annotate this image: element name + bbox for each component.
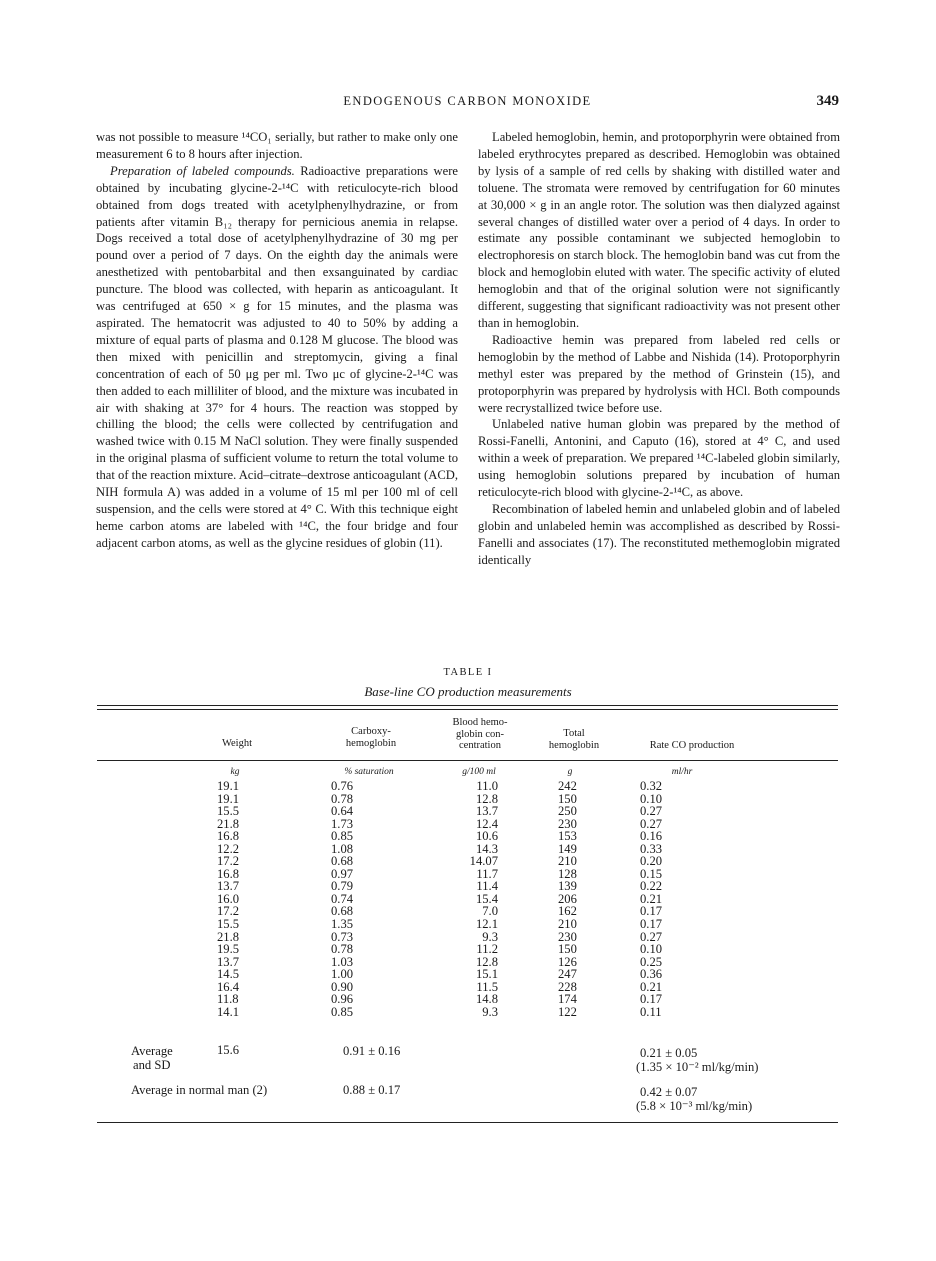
unit-carboxy: % saturation — [344, 767, 394, 777]
cell-weight: 17.2 — [217, 904, 240, 919]
average-rate-line2: (1.35 × 10⁻² ml/kg/min) — [636, 1060, 759, 1074]
normal-label: Average in normal man (2) — [131, 1083, 268, 1097]
paragraph-continued: was not possible to measure ¹⁴CO₁ serially, but rather to make only one measurement 6 to 8 hours after injection. — [96, 130, 458, 161]
cell-total-hb: 174 — [558, 992, 577, 1007]
cell-carboxy: 0.85 — [331, 829, 354, 844]
cell-rate: 0.16 — [640, 829, 663, 844]
cell-rate: 0.17 — [640, 992, 663, 1007]
section-heading-preparation: Preparation of labeled compounds. — [110, 163, 295, 178]
cell-carboxy: 1.08 — [331, 841, 354, 856]
table-top-rule — [97, 705, 838, 706]
cell-rate: 0.17 — [640, 917, 663, 932]
cell-total-hb: 210 — [558, 854, 577, 869]
cell-carboxy: 0.68 — [331, 904, 354, 919]
average-label-line1: Average — [131, 1044, 173, 1058]
cell-carboxy: 0.78 — [331, 942, 354, 957]
cell-blood-hb: 12.8 — [475, 791, 498, 806]
table-label: TABLE I — [443, 667, 493, 678]
cell-total-hb: 206 — [558, 891, 577, 906]
cell-carboxy: 0.79 — [331, 879, 354, 894]
cell-carboxy: 0.85 — [331, 1004, 354, 1019]
left-column — [96, 129, 458, 552]
cell-total-hb: 242 — [558, 779, 577, 793]
cell-total-hb: 250 — [558, 804, 577, 819]
table-caption: Base-line CO production measurements — [364, 684, 572, 699]
cell-rate: 0.21 — [640, 979, 663, 994]
paragraph-preparation-text: Radioactive preparations were obtained by incubating glycine-2-¹⁴C with reticulocyte-rich blood obtained from dogs treated with acetylphenylhydrazine, or from patients after vitamin B₁₂ therapy for pernicious anemia in relapse. Dogs received a total dose of acetylphenylhydrazine of 30 mg per pound over a period of 7 days. On the eighth day the animals were anesthetized with pentobarbital and then exsanguinated by cardiac puncture. The blood was collected, with heparin as anticoagulant. It was centrifuged at 650 × g for 15 minutes, and the plasma was aspirated. The hematocrit was adjusted to 40 to 50% by adding a mixture of equal parts of plasma and 0.128 M glucose. The blood was then mixed with penicillin and streptomycin, giving a final concentration of each of 50 μg per ml. Two μc of glycine-2-¹⁴C was then added to each milliliter of blood, and the mixture was incubated in air with shaking at 37° for 4 hours. The reaction was stopped by chilling the blood; the cells were collected by centrifugation and washed twice with 0.15 M NaCl solution. They were finally suspended in the original plasma of sufficient volume to return the total volume to that of the reaction mixture. Acid–citrate–dextrose anticoagulant (ACD, NIH formula A) was added in a volume of 15 ml per 100 ml of cell suspension, and the cells were stored at 4° C. With this technique eight heme carbon atoms are labeled with ¹⁴C, the four bridge and four adjacent carbon atoms, as well as the glycine residues of globin (11). — [96, 163, 458, 550]
cell-weight: 13.7 — [217, 954, 240, 969]
cell-blood-hb: 11.2 — [476, 942, 498, 957]
cell-rate: 0.20 — [640, 854, 663, 869]
unit-total-hb: g — [567, 767, 573, 777]
cell-total-hb: 126 — [558, 954, 577, 969]
cell-rate: 0.32 — [640, 779, 663, 793]
header-carboxy-line1: Carboxy- — [351, 726, 391, 737]
cell-weight: 14.5 — [217, 967, 240, 982]
normal-rate-line1: 0.42 ± 0.07 — [640, 1085, 698, 1099]
running-head — [96, 94, 839, 114]
cell-blood-hb: 7.0 — [482, 904, 498, 919]
cell-carboxy: 1.03 — [331, 954, 354, 969]
cell-total-hb: 139 — [558, 879, 577, 894]
cell-rate: 0.27 — [640, 804, 663, 819]
cell-weight: 19.1 — [217, 779, 240, 793]
header-blood-hemoglobin — [437, 717, 523, 752]
average-weight: 15.6 — [217, 1043, 240, 1057]
cell-total-hb: 228 — [558, 979, 577, 994]
cell-carboxy: 1.00 — [331, 967, 354, 982]
page-number: 349 — [816, 93, 839, 109]
cell-weight: 17.2 — [217, 854, 240, 869]
cell-weight: 16.8 — [217, 829, 240, 844]
header-carboxy-line2: hemoglobin — [345, 737, 397, 749]
cell-blood-hb: 11.5 — [476, 979, 498, 994]
cell-total-hb: 247 — [558, 967, 577, 982]
cell-weight: 14.1 — [217, 1004, 240, 1019]
cell-weight: 16.0 — [217, 891, 240, 906]
cell-rate: 0.25 — [640, 954, 663, 969]
cell-weight: 21.8 — [217, 929, 240, 944]
cell-rate: 0.11 — [640, 1004, 662, 1019]
cell-carboxy: 0.64 — [331, 804, 354, 819]
cell-weight: 12.2 — [217, 841, 240, 856]
column-carboxy — [331, 780, 353, 1018]
cell-total-hb: 153 — [558, 829, 577, 844]
header-total-hb-line2: hemoglobin — [548, 739, 600, 751]
cell-rate: 0.10 — [640, 791, 663, 806]
right-column — [478, 129, 840, 569]
cell-rate: 0.21 — [640, 891, 663, 906]
column-total-hb — [558, 780, 577, 1018]
cell-total-hb: 230 — [558, 816, 577, 831]
average-label — [131, 1044, 173, 1072]
cell-weight: 19.1 — [217, 791, 240, 806]
cell-blood-hb: 12.4 — [475, 816, 498, 831]
cell-weight: 16.4 — [217, 979, 240, 994]
header-blood-hb-line1: Blood hemo- — [452, 717, 508, 728]
unit-blood-hb: g/100 ml — [462, 767, 496, 777]
header-total-hb-line1: Total — [563, 728, 585, 739]
cell-total-hb: 128 — [558, 866, 577, 881]
cell-carboxy: 0.96 — [331, 992, 354, 1007]
average-label-line2: and SD — [133, 1058, 171, 1072]
header-weight: Weight — [221, 738, 253, 749]
column-weight — [217, 780, 239, 1018]
average-carboxy: 0.91 ± 0.16 — [343, 1044, 401, 1058]
cell-weight: 15.5 — [217, 804, 240, 819]
cell-total-hb: 162 — [558, 904, 577, 919]
cell-carboxy: 0.73 — [331, 929, 354, 944]
header-blood-hb-line3: centration — [459, 740, 501, 751]
average-rate-line1: 0.21 ± 0.05 — [640, 1046, 698, 1060]
paragraph-unlabeled-globin: Unlabeled native human globin was prepared by the method of Rossi-Fanelli, Antonini, and Caputo (16), stored at 4° C, and used within a week of preparation. We prepared ¹⁴C-labeled globin similarly, using hemoglobin solutions prepared by incubation of human reticulocyte-rich blood with glycine-2-¹⁴C, as above. — [478, 417, 840, 500]
running-title: ENDOGENOUS CARBON MONOXIDE — [343, 94, 592, 108]
unit-rate: ml/hr — [671, 767, 693, 777]
paragraph-preparation — [96, 163, 458, 552]
cell-blood-hb: 15.1 — [475, 967, 498, 982]
cell-total-hb: 150 — [558, 942, 577, 957]
normal-carboxy: 0.88 ± 0.17 — [343, 1083, 401, 1097]
cell-carboxy: 0.76 — [331, 779, 354, 793]
cell-carboxy: 0.78 — [331, 791, 354, 806]
cell-rate: 0.22 — [640, 879, 663, 894]
header-blood-hb-line2: globin con- — [455, 728, 505, 740]
header-total-hemoglobin — [538, 728, 610, 751]
cell-blood-hb: 10.6 — [475, 829, 498, 844]
cell-blood-hb: 12.1 — [475, 917, 498, 932]
cell-rate: 0.33 — [640, 841, 663, 856]
cell-rate: 0.10 — [640, 942, 663, 957]
cell-carboxy: 1.35 — [331, 917, 354, 932]
cell-weight: 13.7 — [217, 879, 240, 894]
cell-weight: 11.8 — [217, 992, 239, 1007]
cell-blood-hb: 15.4 — [475, 891, 498, 906]
cell-carboxy: 0.90 — [331, 979, 354, 994]
paragraph-radioactive-hemin: Radioactive hemin was prepared from labeled red cells or hemoglobin by the method of Labbe and Nishida (14). Protoporphyrin methyl ester was prepared by the method of Grinstein (15), and protoporphyrin was prepared by hydrolysis with HCl. Both compounds were recrystallized twice before use. — [478, 332, 840, 415]
cell-blood-hb: 11.7 — [476, 866, 498, 881]
table-bottom-rule — [97, 1122, 838, 1123]
table-top-rule-inner — [97, 709, 838, 710]
cell-carboxy: 0.68 — [331, 854, 354, 869]
cell-weight: 19.5 — [217, 942, 240, 957]
cell-blood-hb: 12.8 — [475, 954, 498, 969]
paragraph-labeled-hemoglobin: Labeled hemoglobin, hemin, and protoporphyrin were obtained from labeled erythrocytes prepared as described. Hemoglobin was obtained by lysis of a sample of red cells by shaking with distilled water and toluene. The stromata were removed by centrifugation for 60 minutes at 30,000 × g in an angle rotor. The solution was then dialyzed against several changes of distilled water over a period of 4 days. In order to estimate any possible contaminant we subjected hemoglobin to electrophoresis on starch block. The hemoglobin band was cut from the block and hemoglobin eluted with water. The specific activity of eluted hemoglobin and that of the original solution were not significantly different, suggesting that significant radioactivity was not present other than in hemoglobin. — [478, 130, 840, 330]
cell-blood-hb: 11.0 — [476, 779, 498, 793]
cell-rate: 0.27 — [640, 816, 663, 831]
cell-rate: 0.15 — [640, 866, 663, 881]
cell-carboxy: 0.97 — [331, 866, 354, 881]
column-blood-hb — [451, 780, 498, 1018]
cell-total-hb: 150 — [558, 791, 577, 806]
unit-weight: kg — [230, 767, 240, 777]
cell-weight: 21.8 — [217, 816, 240, 831]
cell-blood-hb: 9.3 — [482, 929, 498, 944]
cell-weight: 16.8 — [217, 866, 240, 881]
average-rate — [636, 1046, 759, 1074]
cell-carboxy: 0.74 — [331, 891, 354, 906]
normal-rate — [636, 1085, 753, 1113]
header-carboxyhemoglobin — [335, 726, 407, 749]
cell-total-hb: 122 — [558, 1004, 577, 1019]
cell-total-hb: 149 — [558, 841, 577, 856]
paragraph-recombination: Recombination of labeled hemin and unlabeled globin and of labeled globin and unlabeled hemin was accomplished as described by Rossi-Fanelli and associates (17). The reconstituted methemoglobin migrated identically — [478, 501, 840, 567]
cell-rate: 0.36 — [640, 967, 663, 982]
cell-blood-hb: 14.3 — [475, 841, 498, 856]
cell-blood-hb: 14.8 — [475, 992, 498, 1007]
cell-blood-hb: 9.3 — [482, 1004, 498, 1019]
cell-weight: 15.5 — [217, 917, 240, 932]
cell-blood-hb: 13.7 — [475, 804, 498, 819]
cell-carboxy: 1.73 — [331, 816, 354, 831]
header-rate-co: Rate CO production — [649, 740, 735, 751]
cell-blood-hb: 11.4 — [476, 879, 498, 894]
table-header-rule — [97, 760, 838, 761]
cell-rate: 0.17 — [640, 904, 663, 919]
cell-blood-hb: 14.07 — [469, 854, 498, 869]
normal-rate-line2: (5.8 × 10⁻³ ml/kg/min) — [636, 1099, 753, 1113]
column-rate — [640, 780, 662, 1018]
cell-rate: 0.27 — [640, 929, 663, 944]
cell-total-hb: 210 — [558, 917, 577, 932]
cell-total-hb: 230 — [558, 929, 577, 944]
